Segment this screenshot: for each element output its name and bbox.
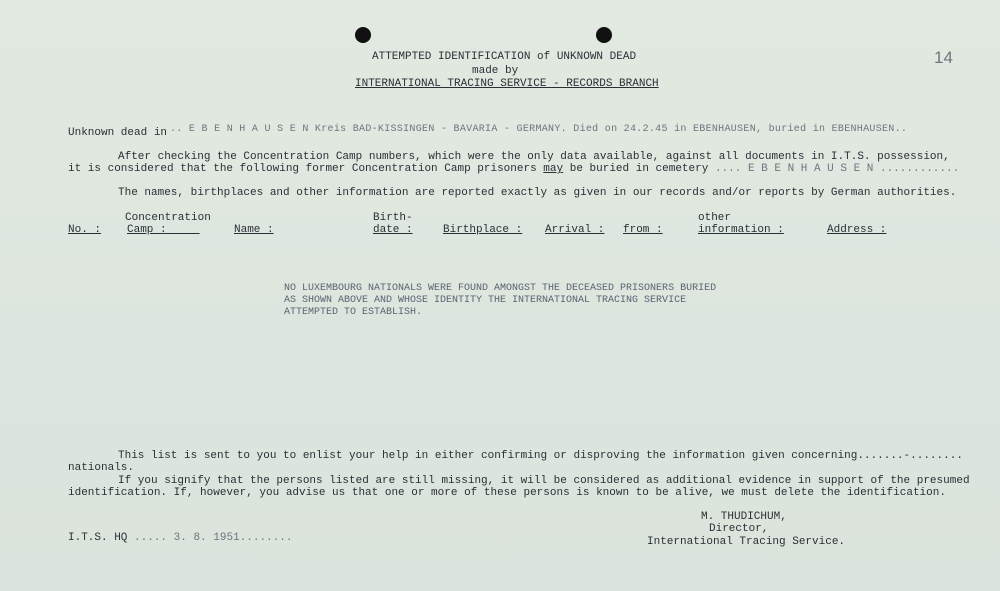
checking-line-1: After checking the Concentration Camp numbers, which were the only data available, against all documents in I.T.S. possession,: [118, 151, 950, 163]
list-line-2: nationals.: [68, 462, 135, 474]
page-number: 14: [934, 48, 953, 67]
signify-line-2: identification. If, however, you advise us that one or more of these persons is known to be alive, we must delete the identification.: [68, 487, 946, 499]
hq-line: [68, 532, 292, 544]
signature-title: Director,: [709, 523, 769, 535]
col-other-top: other: [698, 212, 732, 224]
stamp-line-2: AS SHOWN ABOVE AND WHOSE IDENTITY THE INTERNATIONAL TRACING SERVICE: [284, 295, 687, 306]
col-birthdate-top: Birth-: [373, 212, 413, 224]
stamp-line-1: NO LUXEMBOURG NATIONALS WERE FOUND AMONGST THE DECEASED PRISONERS BURIED: [284, 283, 717, 294]
col-no: No. :: [68, 224, 102, 236]
punch-hole-right: [596, 27, 612, 43]
col-camp-top: Concentration: [125, 212, 211, 224]
hq-label: I.T.S. HQ: [68, 532, 128, 544]
col-address: Address :: [827, 224, 887, 236]
checking-line-2: it is considered that the following former Concentration Camp prisoners may be buried in cemetery .... E B E N H A U S E N ............: [68, 163, 960, 175]
may-word: may: [543, 163, 564, 175]
unknown-dead-label: Unknown dead in: [68, 127, 168, 139]
col-birthplace: Birthplace :: [443, 224, 523, 236]
signature-org: International Tracing Service.: [647, 536, 846, 548]
signify-line-1: If you signify that the persons listed are still missing, it will be considered as additional evidence in support of the presumed: [118, 475, 970, 487]
unknown-dead-value: .. E B E N H A U S E N Kreis BAD-KISSINGEN - BAVARIA - GERMANY. Died on 24.2.45 in EBENHAUSEN, buried in EBENHAUSEN..: [170, 124, 908, 135]
punch-hole-left: [355, 27, 371, 43]
header-title: ATTEMPTED IDENTIFICATION of UNKNOWN DEAD: [372, 51, 637, 63]
col-from: from :: [623, 224, 663, 236]
header-made-by: made by: [472, 65, 519, 77]
hq-date: ..... 3. 8. 1951........: [134, 532, 293, 544]
col-other-bottom: information :: [698, 224, 784, 236]
names-note: The names, birthplaces and other information are reported exactly as given in our records and/or reports by German authorities.: [118, 187, 957, 199]
cemetery-value: .... E B E N H A U S E N ............: [714, 163, 960, 175]
col-camp-bottom: Camp :: [127, 224, 167, 236]
col-name: Name :: [234, 224, 274, 236]
header-agency: INTERNATIONAL TRACING SERVICE - RECORDS BRANCH: [355, 78, 659, 90]
col-arrival: Arrival :: [545, 224, 605, 236]
col-birthdate-bottom: date :: [373, 224, 413, 236]
stamp-line-3: ATTEMPTED TO ESTABLISH.: [284, 307, 423, 318]
signature-name: M. THUDICHUM,: [701, 511, 787, 523]
list-line-1: This list is sent to you to enlist your help in either confirming or disproving the information given concerning.......-........: [118, 450, 963, 462]
